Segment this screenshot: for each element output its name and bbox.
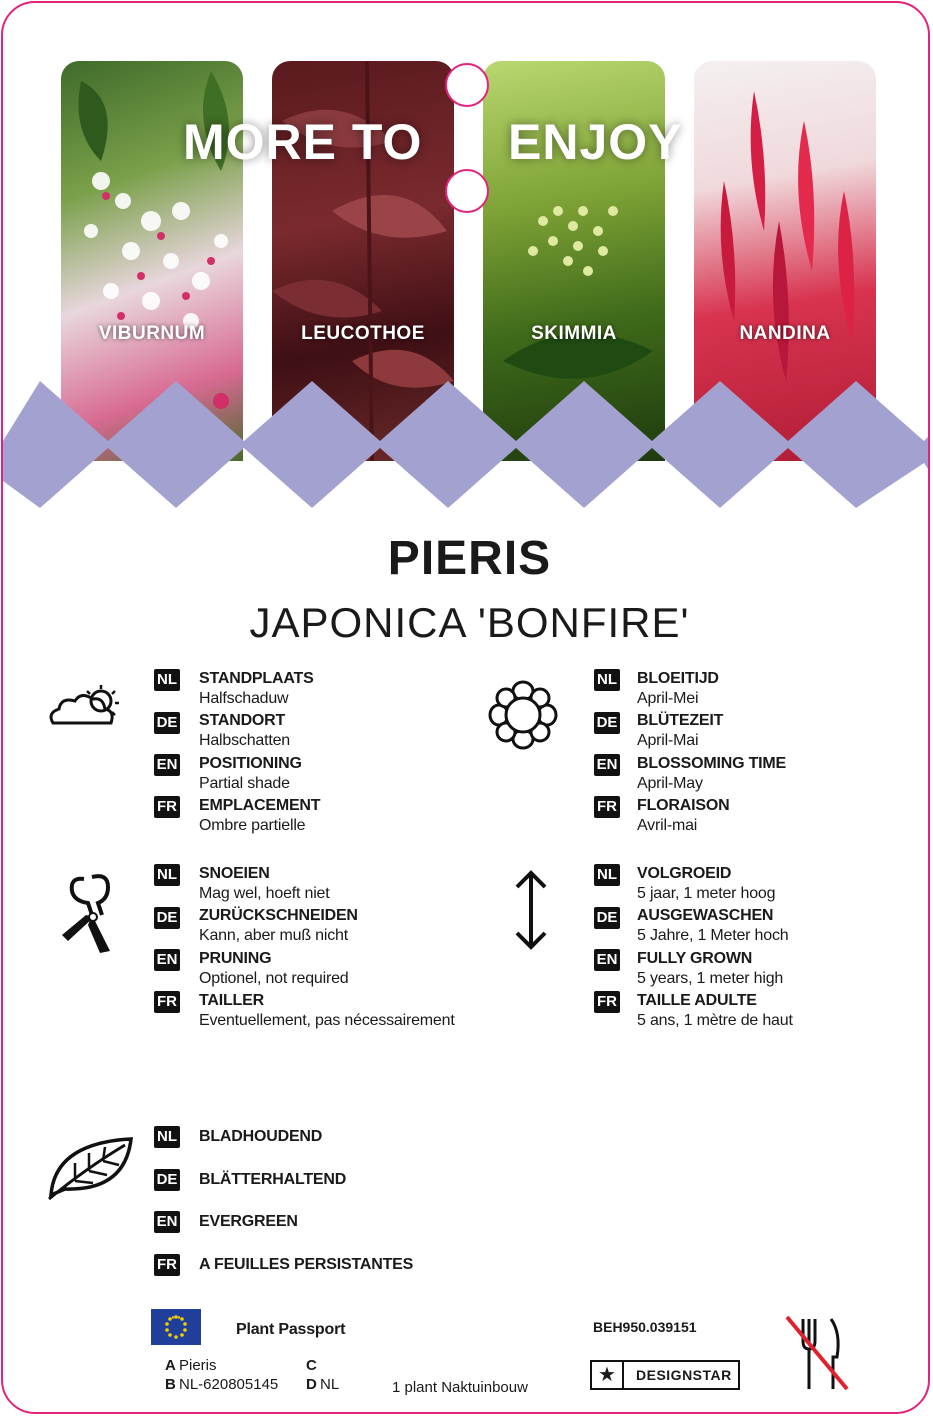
badge-de: DE xyxy=(594,907,620,929)
bloom-value-en: April-May xyxy=(637,775,703,792)
location-value-fr: Ombre partielle xyxy=(199,817,306,834)
designstar-label: DESIGNSTAR xyxy=(636,1367,732,1383)
location-heading-nl: STANDPLAATS xyxy=(199,670,314,687)
photo-label-leucothoe: LEUCOTHOE xyxy=(301,323,425,344)
passport-a-key: A xyxy=(165,1357,176,1374)
size-value-de: 5 Jahre, 1 Meter hoch xyxy=(637,927,789,944)
badge-fr: FR xyxy=(154,991,180,1013)
badge-en: EN xyxy=(594,754,620,776)
pruning-value-en: Optionel, not required xyxy=(199,970,349,987)
badge-en: EN xyxy=(154,1211,180,1233)
passport-b-value: NL-620805145 xyxy=(179,1376,279,1393)
pruning-heading-en: PRUNING xyxy=(199,950,272,967)
foliage-heading-fr: A FEUILLES PERSISTANTES xyxy=(199,1256,414,1273)
badge-nl: NL xyxy=(594,669,620,691)
badge-de: DE xyxy=(154,907,180,929)
hanging-hole-top xyxy=(445,63,489,107)
badge-fr: FR xyxy=(594,991,620,1013)
location-heading-de: STANDORT xyxy=(199,712,286,729)
badge-en: EN xyxy=(594,949,620,971)
location-value-nl: Halfschaduw xyxy=(199,690,289,707)
plant-name: PIERIS xyxy=(387,532,552,585)
badge-fr: FR xyxy=(154,796,180,818)
badge-de: DE xyxy=(154,1169,180,1191)
size-value-fr: 5 ans, 1 mètre de haut xyxy=(637,1012,793,1029)
bloom-value-de: April-Mai xyxy=(637,732,699,749)
passport-title: Plant Passport xyxy=(236,1321,346,1338)
badge-nl: NL xyxy=(154,1126,180,1148)
location-heading-fr: EMPLACEMENT xyxy=(199,797,321,814)
bloom-heading-nl: BLOEITIJD xyxy=(637,670,719,687)
leaf-icon xyxy=(45,1133,137,1201)
sun-cloud-icon xyxy=(45,683,125,733)
bloom-value-fr: Avril-mai xyxy=(637,817,698,834)
passport-d-value: NL xyxy=(320,1376,340,1393)
plant-cultivar: JAPONICA 'BONFIRE' xyxy=(249,599,690,646)
passport-note: 1 plant Naktuinbouw xyxy=(392,1379,528,1396)
height-arrow-icon xyxy=(511,869,551,951)
badge-fr: FR xyxy=(154,1254,180,1276)
foliage-heading-nl: BLADHOUDEND xyxy=(199,1128,323,1145)
badge-nl: NL xyxy=(594,864,620,886)
designstar-logo xyxy=(590,1360,740,1390)
size-value-nl: 5 jaar, 1 meter hoog xyxy=(637,885,776,902)
size-heading-nl: VOLGROEID xyxy=(637,865,732,882)
star-icon: ★ xyxy=(592,1362,624,1388)
zigzag-band xyxy=(3,378,930,513)
bloom-heading-fr: FLORAISON xyxy=(637,797,730,814)
foliage-heading-de: BLÄTTERHALTEND xyxy=(199,1171,347,1188)
pruning-shears-icon xyxy=(58,871,118,955)
foliage-heading-en: EVERGREEN xyxy=(199,1213,298,1230)
location-value-de: Halbschatten xyxy=(199,732,290,749)
passport-c-key: C xyxy=(306,1357,317,1374)
size-value-en: 5 years, 1 meter high xyxy=(637,970,784,987)
not-edible-icon xyxy=(781,1313,851,1393)
passport-code: BEH950.039151 xyxy=(593,1319,697,1335)
badge-en: EN xyxy=(154,949,180,971)
size-heading-fr: TAILLE ADULTE xyxy=(637,992,757,1009)
eu-flag-icon xyxy=(151,1309,201,1345)
pruning-value-nl: Mag wel, hoeft niet xyxy=(199,885,330,902)
passport-d-key: D xyxy=(306,1376,317,1393)
headline-enjoy: ENJOY xyxy=(508,114,683,170)
badge-de: DE xyxy=(594,712,620,734)
bloom-heading-en: BLOSSOMING TIME xyxy=(637,755,787,772)
hanging-hole-bottom xyxy=(445,169,489,213)
pruning-value-de: Kann, aber muß nicht xyxy=(199,927,348,944)
pruning-heading-nl: SNOEIEN xyxy=(199,865,270,882)
pruning-heading-de: ZURÜCKSCHNEIDEN xyxy=(199,907,358,924)
location-heading-en: POSITIONING xyxy=(199,755,302,772)
photo-label-nandina: NANDINA xyxy=(739,323,831,344)
passport-b-key: B xyxy=(165,1376,176,1393)
headline-more-to: MORE TO xyxy=(183,114,423,170)
badge-en: EN xyxy=(154,754,180,776)
size-heading-de: AUSGEWASCHEN xyxy=(637,907,774,924)
badge-de: DE xyxy=(154,712,180,734)
size-heading-en: FULLY GROWN xyxy=(637,950,753,967)
pruning-heading-fr: TAILLER xyxy=(199,992,264,1009)
bloom-value-nl: April-Mei xyxy=(637,690,699,707)
badge-nl: NL xyxy=(154,669,180,691)
photo-label-viburnum: VIBURNUM xyxy=(98,323,206,344)
bloom-heading-de: BLÜTEZEIT xyxy=(637,712,724,729)
location-value-en: Partial shade xyxy=(199,775,290,792)
photo-label-skimmia: SKIMMIA xyxy=(531,323,617,344)
badge-nl: NL xyxy=(154,864,180,886)
pruning-value-fr: Eventuellement, pas nécessairement xyxy=(199,1012,455,1029)
passport-a-value: Pieris xyxy=(179,1357,217,1374)
badge-fr: FR xyxy=(594,796,620,818)
plant-label-card xyxy=(1,1,930,1414)
flower-icon xyxy=(487,679,559,751)
